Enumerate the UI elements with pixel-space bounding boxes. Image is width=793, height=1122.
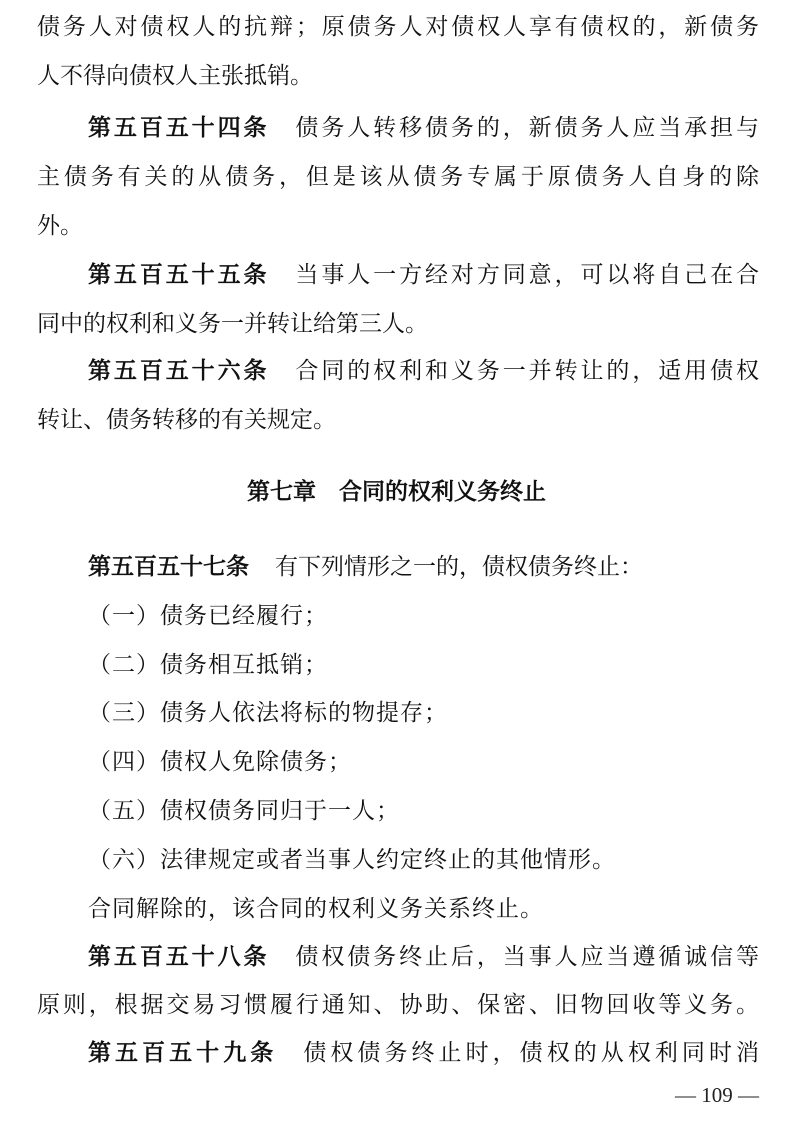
article-heading: 第五百五十九条 — [88, 1040, 278, 1066]
text-line: 外。 — [37, 213, 83, 239]
page-number: — 109 — — [675, 1083, 759, 1107]
list-item: （五）债权债务同归于一人； — [88, 798, 400, 824]
article-557-line — [88, 552, 759, 582]
article-558-line — [88, 942, 759, 972]
article-text: 债权债务终止后，当事人应当遵循诚信等 — [295, 944, 760, 970]
list-item: （三）债务人依法将标的物提存； — [88, 700, 448, 726]
article-text: 有下列情形之一的，债权债务终止： — [275, 554, 643, 580]
article-text: 合同的权利和义务一并转让的，适用债权 — [295, 358, 760, 384]
chapter-title: 第七章 合同的权利义务终止 — [247, 479, 546, 505]
article-heading: 第五百五十五条 — [88, 262, 270, 288]
text-line: 人不得向债权人主张抵销。 — [37, 63, 313, 89]
article-heading: 第五百五十六条 — [88, 358, 270, 384]
list-item: （六）法律规定或者当事人约定终止的其他情形。 — [88, 847, 616, 873]
article-559-line — [88, 1038, 759, 1068]
article-554-line — [88, 113, 759, 143]
article-text: 债权债务终止时，债权的从权利同时消 — [303, 1040, 760, 1066]
text-line: 转让、债务转移的有关规定。 — [37, 407, 336, 433]
text-line: 主债务有关的从债务，但是该从债务专属于原债务人自身的除 — [37, 164, 759, 190]
text-line: 合同解除的，该合同的权利义务关系终止。 — [88, 896, 544, 922]
list-item: （二）债务相互抵销； — [88, 652, 328, 678]
article-heading: 第五百五十七条 — [88, 554, 249, 580]
article-556-line — [88, 356, 759, 386]
list-item: （四）债权人免除债务； — [88, 749, 352, 775]
text-line: 债务人对债权人的抗辩；原债务人对债权人享有债权的，新债务 — [37, 14, 759, 40]
list-item: （一）债务已经履行； — [88, 603, 328, 629]
text-line: 同中的权利和义务一并转让给第三人。 — [37, 311, 428, 337]
article-text: 当事人一方经对方同意，可以将自己在合 — [295, 262, 760, 288]
article-text: 债务人转移债务的，新债务人应当承担与 — [295, 115, 760, 141]
text-line: 原则，根据交易习惯履行通知、协助、保密、旧物回收等义务。 — [37, 992, 759, 1018]
article-heading: 第五百五十八条 — [88, 944, 270, 970]
article-heading: 第五百五十四条 — [88, 115, 270, 141]
article-555-line — [88, 260, 759, 290]
